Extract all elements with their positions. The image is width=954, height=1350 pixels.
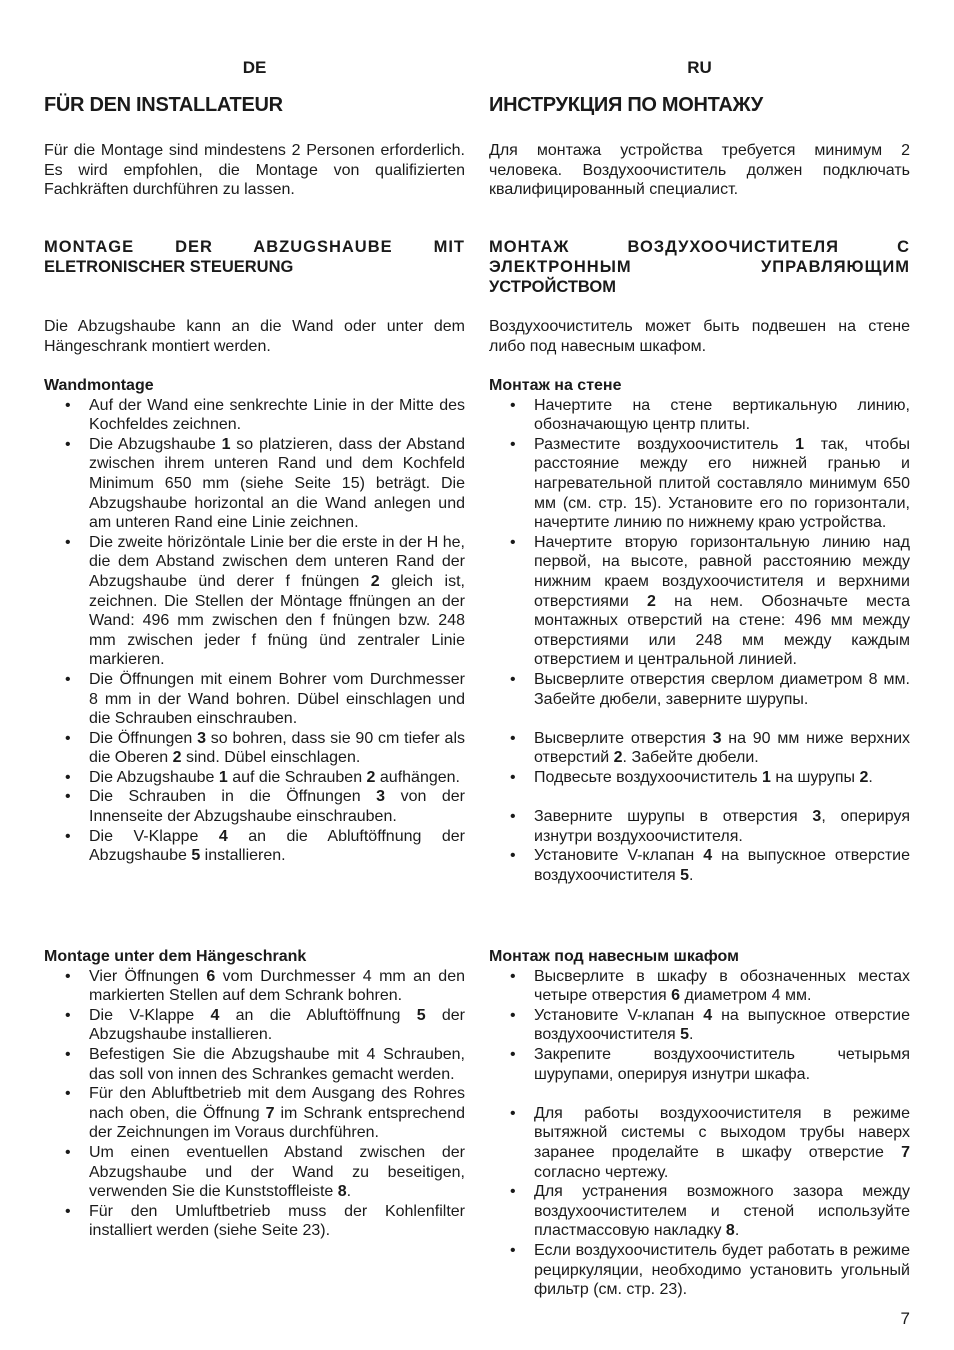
item-text: Um einen eventuellen Abstand zwischen der Abzugshaube und der Wand zu beseitigen, verwenden Sie die Kunststoffleiste: [89, 1143, 465, 1201]
item-text: Высверлите отверстия сверлом диаметром 8 мм. Забейте дюбели, заверните шурупы.: [534, 670, 910, 708]
item-text: Закрепите воздухоочиститель четырьмя шурупами, оперируя изнутри шкафа.: [534, 1045, 910, 1083]
item-text: .: [868, 768, 873, 786]
bullet-icon: •: [65, 729, 71, 747]
item-text: на шурупы: [770, 768, 860, 786]
list-item: [489, 1045, 910, 1084]
item-text: Подвесьте воздухоочиститель: [534, 768, 762, 786]
item-text: Высверлите отверстия: [534, 729, 713, 747]
item-text: Die Abzugshaube: [89, 435, 222, 453]
list-item: [489, 729, 910, 768]
reference-number: 5: [680, 866, 690, 884]
subtitle-line1-de: MONTAGE DER ABZUGSHAUBE MIT: [44, 238, 465, 256]
item-text: Начертите на стене вертикальную линию, обозначающую центр плиты.: [534, 396, 910, 434]
item-text: на выпускное отверстие воздухоочистителя: [534, 847, 911, 884]
bullet-icon: •: [65, 788, 71, 806]
reference-number: 1: [761, 768, 771, 786]
bullet-icon: •: [510, 670, 516, 688]
list-item: [44, 827, 465, 866]
item-text: .: [689, 1026, 694, 1044]
list-item: [489, 768, 910, 788]
item-text: der Abzugshaube installieren.: [89, 1006, 465, 1044]
wall-mount-section-de: [44, 376, 465, 866]
item-text: im Schrank entsprechend der Zeichnungen im Voraus durchführen.: [89, 1104, 465, 1142]
bullet-icon: •: [510, 808, 516, 826]
section-title-de: FÜR DEN INSTALLATEUR: [44, 94, 283, 116]
bullet-icon: •: [65, 435, 71, 453]
item-text: .: [734, 1222, 740, 1240]
subtitle-de: [44, 237, 465, 277]
item-text: Die Öffnungen mit einem Bohrer vom Durchmesser 8 mm in der Wand bohren. Dübel einschlagen und die Schrauben einschrauben.: [89, 670, 465, 728]
reference-number: 7: [901, 1143, 910, 1161]
cabinet-mount-list-de: [44, 967, 465, 1241]
item-text: sind. Dübel einschlagen.: [181, 749, 361, 767]
list-item: [44, 396, 465, 435]
item-text: Für den Umluftbetrieb muss der Kohlenfilter installiert werden (siehe Seite 23).: [89, 1202, 465, 1240]
reference-number: 4: [218, 827, 228, 845]
wall-mount-title-de: Wandmontage: [44, 377, 154, 394]
list-item: [44, 1143, 465, 1202]
bullet-icon: •: [510, 847, 516, 865]
bullet-icon: •: [510, 1045, 516, 1063]
language-label-ru: RU: [687, 58, 712, 77]
item-text: Die Abzugshaube: [89, 768, 219, 786]
reference-number: 2: [172, 749, 182, 767]
reference-number: 1: [795, 435, 805, 453]
item-text: Vier Öffnungen: [89, 967, 207, 985]
reference-number: 3: [712, 729, 722, 747]
subtitle-line1-ru: МОНТАЖ ВОЗДУХООЧИСТИТЕЛЯ С: [489, 238, 910, 256]
subtitle-line2-ru: ЭЛЕКТРОННЫМ УПРАВЛЯЮЩИМ: [489, 258, 910, 276]
reference-number: 2: [647, 592, 656, 610]
subtitle-ru: [489, 237, 910, 297]
list-item: [44, 533, 465, 670]
page-number: 7: [900, 1309, 910, 1328]
bullet-icon: •: [510, 396, 516, 414]
item-text: Разместите воздухоочиститель: [534, 435, 796, 453]
reference-number: 5: [191, 847, 201, 865]
item-text: so bohren, dass sie 90 cm tiefer als die Oberen: [89, 729, 465, 767]
reference-number: 4: [703, 847, 713, 865]
reference-number: 2: [613, 749, 623, 767]
bullet-icon: •: [510, 1241, 516, 1259]
item-text: на нем. Обозначьте места монтажных отверстий на стене: 496 мм между отверстиями или 248 мм между каждым отверстием и центральной линией.: [534, 592, 910, 669]
list-item: [489, 396, 910, 435]
bullet-icon: •: [510, 1104, 516, 1122]
item-text: Die V-Klappe: [89, 1006, 211, 1024]
cabinet-mount-section-de: [44, 947, 465, 1241]
cabinet-mount-section-ru: [489, 947, 910, 1300]
item-text: von der Innenseite der Abzugshaube einschrauben.: [89, 788, 466, 826]
item-text: . Забейте дюбели.: [622, 749, 759, 767]
item-text: auf die Schrauben: [227, 768, 367, 786]
bullet-icon: •: [510, 967, 516, 985]
item-text: Установите V-клапан: [534, 847, 704, 865]
item-text: an die Abluftöffnung: [219, 1006, 417, 1024]
reference-number: 6: [206, 967, 216, 985]
mounting-options-paragraph-ru: Воздухоочиститель может быть подвешен на стене либо под навесным шкафом.: [489, 318, 910, 355]
item-text: Для работы воздухоочистителя в режиме вытяжной системы с выходом трубы наверх заранее проделайте в шкафу отверстие: [534, 1104, 910, 1161]
reference-number: 4: [210, 1006, 220, 1024]
bullet-icon: •: [65, 1202, 71, 1220]
list-item: [489, 1241, 910, 1300]
list-item: [44, 1202, 465, 1241]
reference-number: 1: [221, 435, 231, 453]
section-title-ru: ИНСТРУКЦИЯ ПО МОНТАЖУ: [489, 94, 763, 116]
wall-mount-section-ru: [489, 376, 910, 885]
wall-mount-list-de: [44, 396, 465, 866]
list-item: [44, 435, 465, 533]
list-item: [44, 967, 465, 1006]
reference-number: 8: [337, 1183, 347, 1201]
item-text: so platzieren, dass der Abstand zwischen ihrem unteren Rand und dem Kochfeld Minimum 650 mm (siehe Seite 15) beträgt. Die Abzugshaube horizontal an die Wand anlegen und am unteren Rand eine Linie zeichnen.: [89, 435, 465, 532]
list-item: [44, 729, 465, 768]
list-item: [489, 1104, 910, 1182]
bullet-icon: •: [65, 1006, 71, 1024]
list-item: [489, 670, 910, 709]
reference-number: 8: [725, 1222, 735, 1240]
bullet-icon: •: [65, 827, 71, 845]
item-text: Die Schrauben in die Öffnungen: [89, 788, 377, 806]
item-text: так, чтобы расстояние между его нижней гранью и нагревательной плитой составляло минимум 650 мм (см. стр. 15). Установите его по горизонтали, начертите линию по нижнему краю устройства.: [534, 435, 910, 532]
item-text: Die Öffnungen: [89, 729, 198, 747]
reference-number: 3: [812, 808, 822, 826]
bullet-icon: •: [65, 670, 71, 688]
bullet-icon: •: [510, 768, 516, 786]
reference-number: 5: [416, 1006, 426, 1024]
language-label-de: DE: [242, 58, 267, 77]
reference-number: 3: [197, 729, 206, 747]
bullet-icon: •: [65, 533, 71, 551]
reference-number: 2: [366, 768, 376, 786]
item-text: .: [346, 1183, 352, 1201]
item-text: согласно чертежу.: [534, 1163, 669, 1181]
item-text: Für den Abluftbetrieb mit dem Ausgang des Rohres nach oben, die Öffnung: [89, 1085, 465, 1122]
bullet-icon: •: [65, 1085, 71, 1103]
intro-paragraph-de: Für die Montage sind mindestens 2 Personen erforderlich. Es wird empfohlen, die Montage von qualifizierten Fachkräften durchführen zu lassen.: [44, 142, 465, 199]
item-text: Высверлите в шкафу в обозначенных местах четыре отверстия: [534, 967, 910, 1005]
bullet-icon: •: [65, 1045, 71, 1063]
list-item: [489, 533, 910, 670]
item-text: на 90 мм ниже верхних отверстий: [534, 729, 911, 767]
wall-mount-title-ru: Монтаж на стене: [489, 377, 622, 394]
item-text: aufhängen.: [375, 768, 460, 786]
reference-number: 1: [218, 768, 228, 786]
reference-number: 2: [859, 768, 869, 786]
item-text: installieren.: [200, 847, 286, 865]
reference-number: 2: [370, 572, 380, 590]
bullet-icon: •: [65, 768, 71, 786]
reference-number: 4: [703, 1006, 713, 1024]
reference-number: 6: [671, 987, 681, 1005]
item-text: .: [689, 866, 694, 884]
item-text: vom Durchmesser 4 mm an den markierten Stellen auf dem Schrank bohren.: [89, 967, 465, 1005]
bullet-icon: •: [65, 967, 71, 985]
item-text: an die Abluftöffnung der Abzugshaube: [89, 827, 465, 865]
list-item: [489, 846, 910, 885]
item-text: Заверните шурупы в отверстия: [534, 808, 813, 826]
bullet-icon: •: [510, 435, 516, 453]
bullet-icon: •: [65, 1143, 71, 1161]
item-text: Если воздухоочиститель будет работать в режиме рециркуляции, необходимо установить угольный фильтр (см. стр. 23).: [534, 1241, 910, 1299]
item-text: Для устранения возможного зазора между воздухоочистителем и стеной используйте пластмассовую накладку: [534, 1183, 910, 1240]
item-text: , оперируя изнутри воздухоочистителя.: [534, 808, 910, 845]
list-item: [44, 787, 465, 826]
bullet-icon: •: [510, 1183, 516, 1201]
item-text: Die V-Klappe: [89, 827, 219, 845]
reference-number: 7: [265, 1104, 275, 1122]
cabinet-mount-list-ru: [489, 967, 910, 1300]
subtitle-line3-ru: УСТРОЙСТВОМ: [489, 278, 616, 296]
list-item: [489, 435, 910, 533]
list-item: [489, 1182, 910, 1241]
item-text: на выпускное отверстие воздухоочистителя: [534, 1006, 911, 1044]
list-item: [44, 768, 465, 788]
reference-number: 3: [376, 788, 386, 806]
list-item: [489, 1006, 910, 1045]
bullet-icon: •: [510, 1006, 516, 1024]
list-item: [44, 1045, 465, 1084]
intro-paragraph-ru: Для монтажа устройства требуется минимум 2 человека. Воздухоочиститель должен подключать квалифицированный специалист.: [489, 142, 910, 199]
item-text: диаметром 4 мм.: [680, 987, 812, 1005]
cabinet-mount-title-de: Montage unter dem Hängeschrank: [44, 948, 307, 965]
list-item: [44, 670, 465, 729]
item-text: Die zweite hörizöntale Linie ber die erste in der H he, die dem Abstand zwischen dem unteren Rand der Abzugshaube ünd derer f fnüngen: [89, 533, 465, 590]
bullet-icon: •: [510, 729, 516, 747]
reference-number: 5: [680, 1026, 690, 1044]
item-text: Установите V-клапан: [534, 1006, 704, 1024]
list-item: [44, 1084, 465, 1143]
item-text: Auf der Wand eine senkrechte Linie in der Mitte des Kochfeldes zeichnen.: [89, 396, 465, 434]
list-item: [489, 807, 910, 846]
item-text: gleich ist, zeichnen. Die Stellen der Möntage ffnüngen an der Wand: 496 mm zwischen den f fnüngen bzw. 248 mm zwischen jeder f fnüng ünd zentraler Linie markieren.: [89, 572, 465, 669]
item-text: Начертите вторую горизонтальную линию над первой, на высоте, равной расстоянию между нижним краем воздухоочистителя и верхними отверстиями: [534, 533, 910, 610]
subtitle-line2-de: ELETRONISCHER STEUERUNG: [44, 258, 294, 276]
list-item: [489, 967, 910, 1006]
wall-mount-list-ru: [489, 396, 910, 886]
bullet-icon: •: [65, 396, 71, 414]
mounting-options-paragraph-de: Die Abzugshaube kann an die Wand oder unter dem Hängeschrank montiert werden.: [44, 318, 465, 355]
cabinet-mount-title-ru: Монтаж под навесным шкафом: [489, 948, 739, 965]
bullet-icon: •: [510, 533, 516, 551]
list-item: [44, 1006, 465, 1045]
item-text: Befestigen Sie die Abzugshaube mit 4 Schrauben, das soll von innen des Schrankes gemacht werden.: [89, 1045, 465, 1083]
